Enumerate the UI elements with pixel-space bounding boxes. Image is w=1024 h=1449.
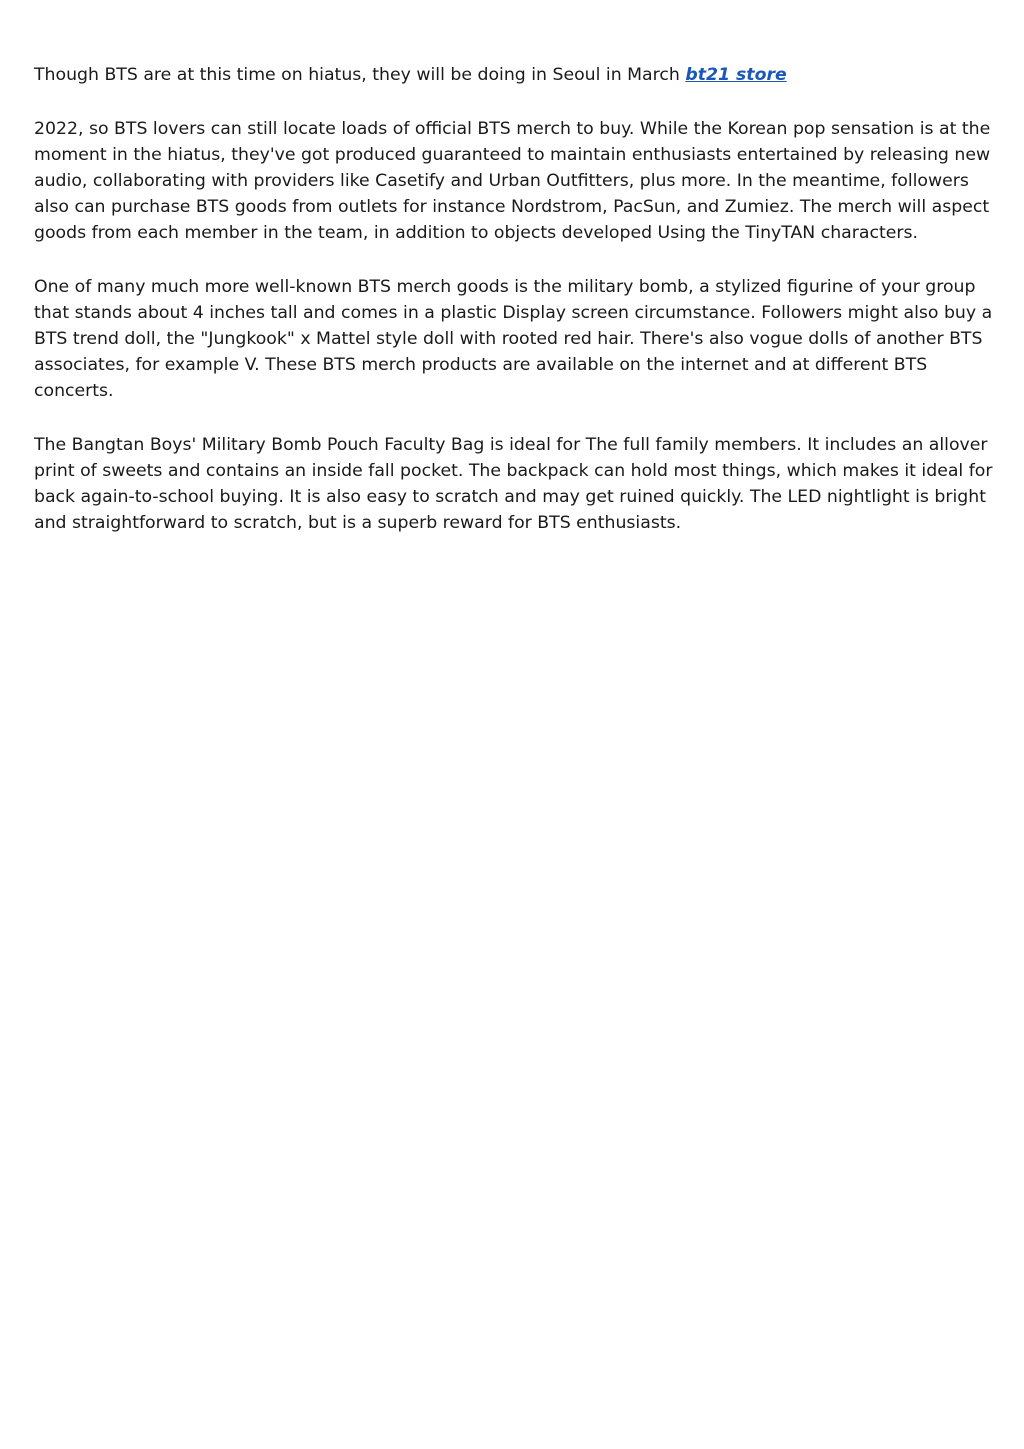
intro-text: Though BTS are at this time on hiatus, they will be doing in Seoul in March <box>34 65 686 85</box>
bt21-store-link[interactable]: bt21 store <box>685 65 787 85</box>
paragraph-1: 2022, so BTS lovers can still locate loads of official BTS merch to buy. While the Korean pop sensation is at the moment in the hiatus, they've got produced guaranteed to maintain enthusiasts entertained by releasing new audio, collaborating with providers like Casetify and Urban Outfitters, plus more. In the meantime, followers also can purchase BTS goods from outlets for instance Nordstrom, PacSun, and Zumiez. The merch will aspect goods from each member in the team, in addition to objects developed Using the TinyTAN characters. <box>34 119 991 243</box>
intro-paragraph <box>34 62 994 88</box>
document-page <box>34 62 994 564</box>
paragraph-2: One of many much more well-known BTS merch goods is the military bomb, a stylized figurine of your group that stands about 4 inches tall and comes in a plastic Display screen circumstance. Followers might also buy a BTS trend doll, the "Jungkook" x Mattel style doll with rooted red hair. There's also vogue dolls of another BTS associates, for example V. These BTS merch products are available on the internet and at different BTS concerts. <box>34 277 993 401</box>
paragraph-3: The Bangtan Boys' Military Bomb Pouch Faculty Bag is ideal for The full family members. It includes an allover print of sweets and contains an inside fall pocket. The backpack can hold most things, which makes it ideal for back again-to-school buying. It is also easy to scratch and may get ruined quickly. The LED nightlight is bright and straightforward to scratch, but is a superb reward for BTS enthusiasts. <box>34 435 993 533</box>
